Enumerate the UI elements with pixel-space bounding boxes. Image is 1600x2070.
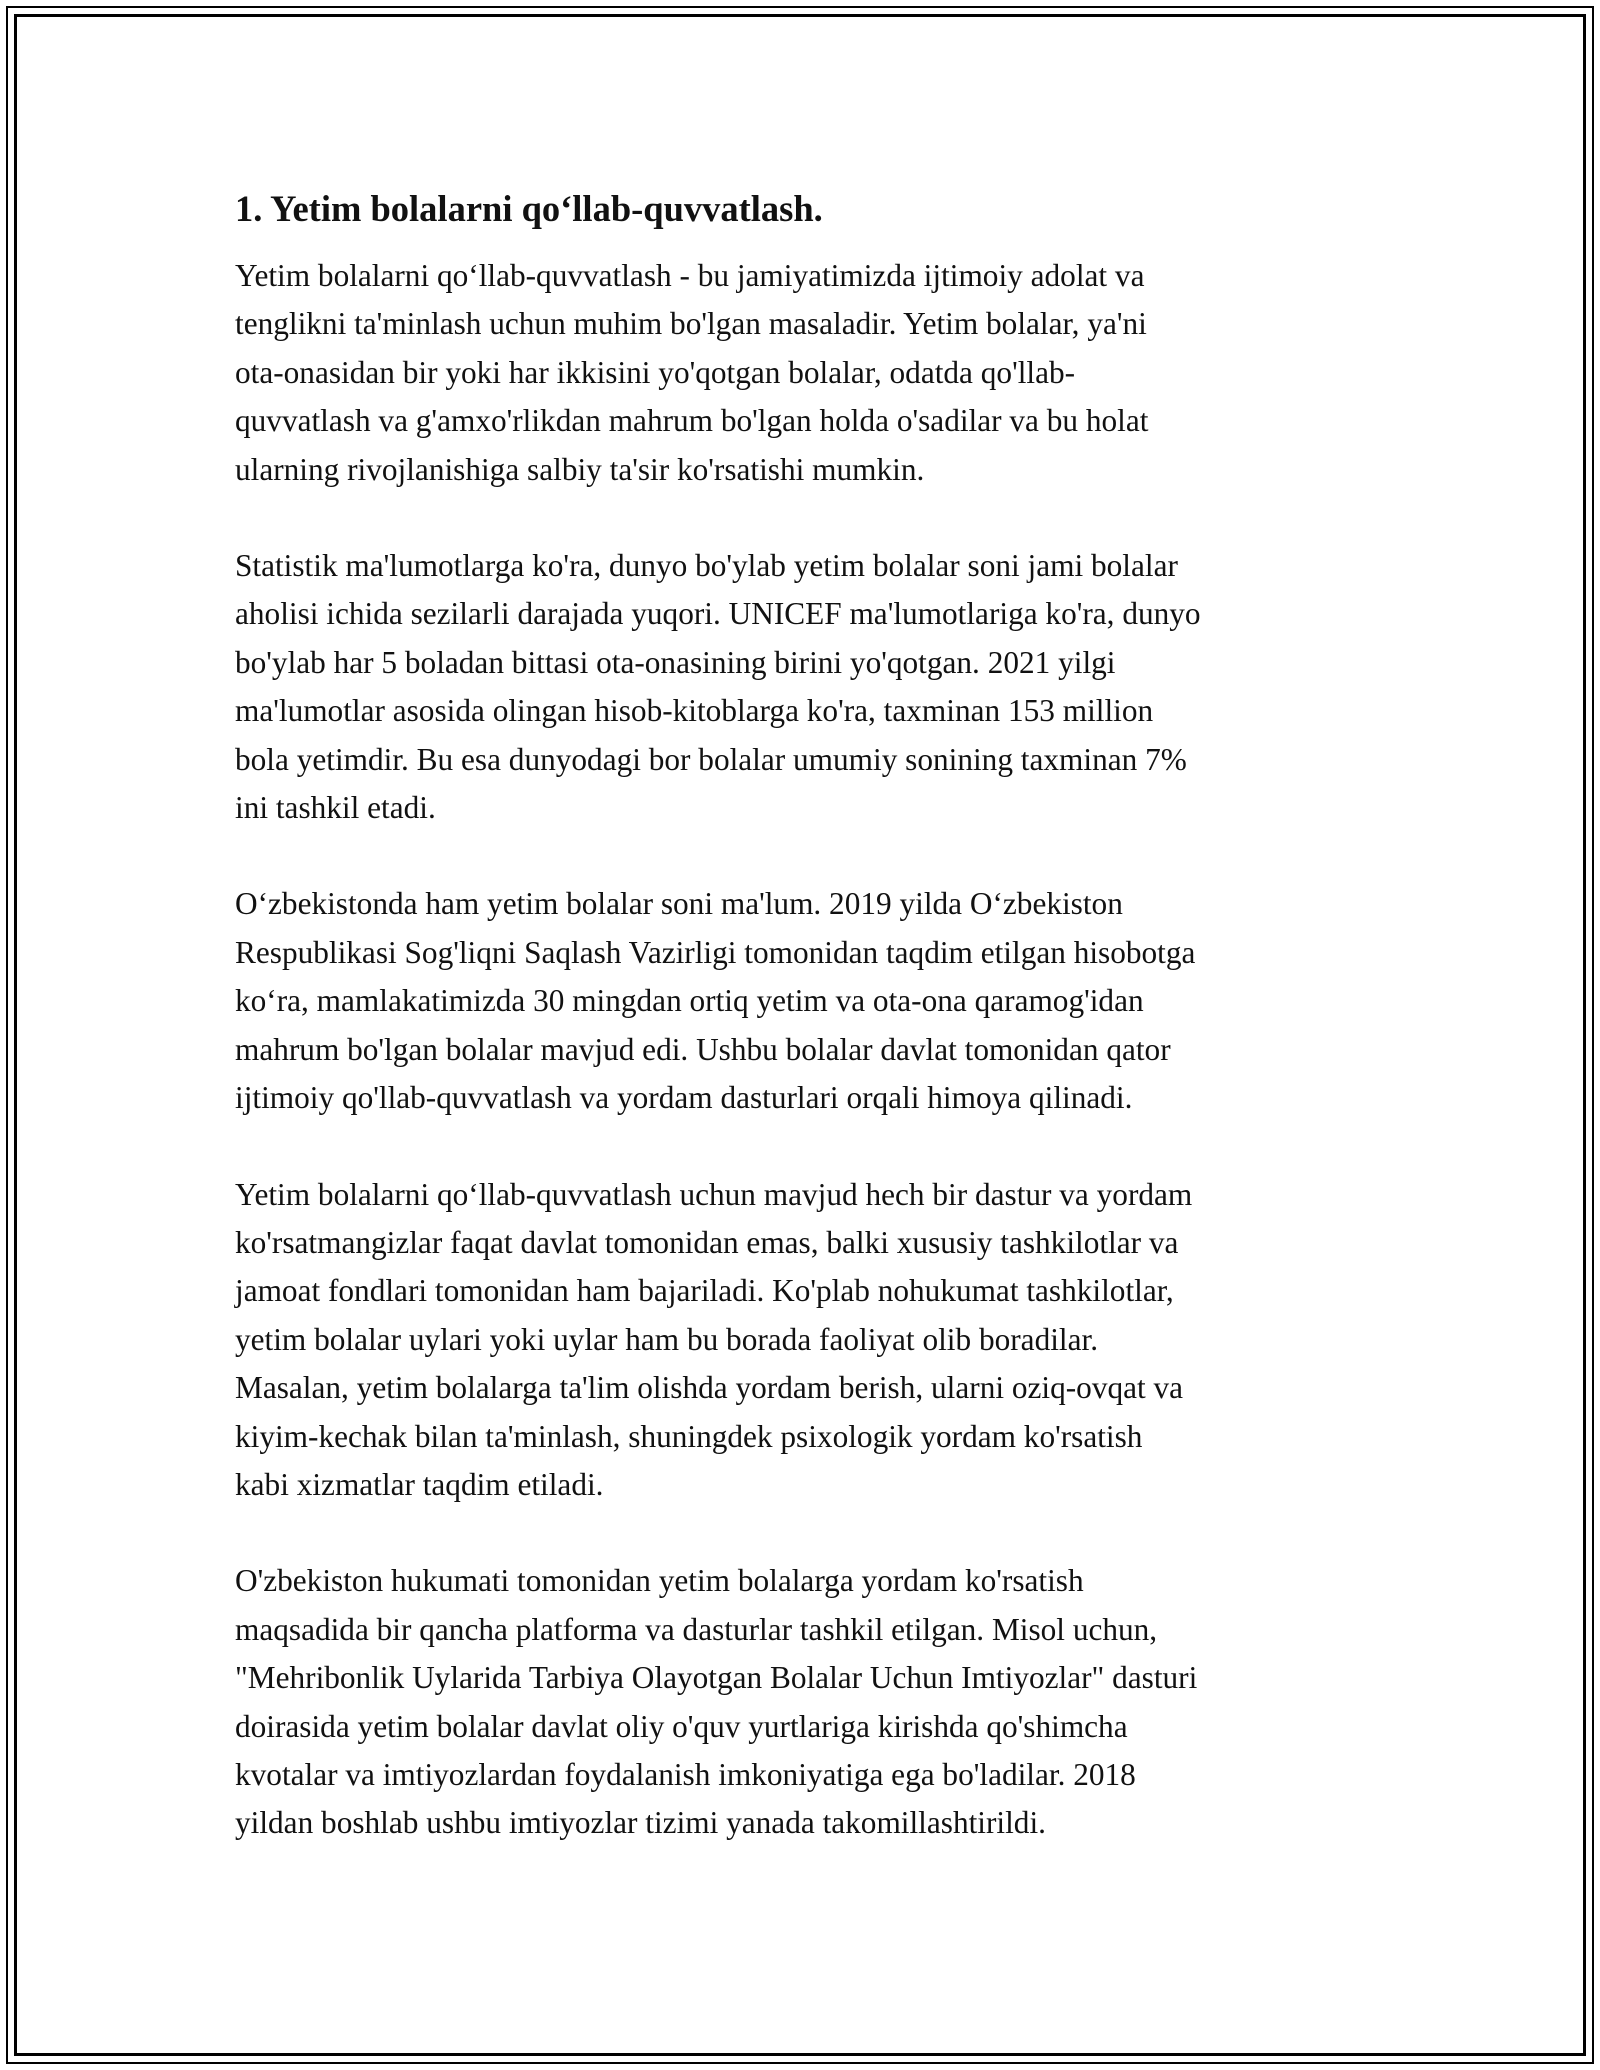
text-line: Yetim bolalarni qo‘llab-quvvatlash - bu jamiyatimizda ijtimoiy adolat va	[235, 258, 1145, 293]
text-line: ijtimoiy qo'llab-quvvatlash va yordam dasturlari orqali himoya qilinadi.	[235, 1080, 1133, 1116]
text-line: yetim bolalar uylari yoki uylar ham bu borada faoliyat olib boradilar.	[235, 1321, 1099, 1357]
text-line: kabi xizmatlar taqdim etiladi.	[235, 1466, 604, 1502]
text-line: quvvatlash va g'amxo'rlikdan mahrum bo'lgan holda o'sadilar va bu holat	[235, 403, 1149, 439]
text-line: ini tashkil etadi.	[235, 790, 436, 826]
section-heading: 1. Yetim bolalarni qo‘llab-quvvatlash.	[235, 188, 823, 229]
text-line: kiyim-kechak bilan ta'minlash, shuningdek psixologik yordam ko'rsatish	[235, 1418, 1143, 1454]
paragraph-uzbekistan	[235, 880, 1375, 1122]
text-line: ularning rivojlanishiga salbiy ta'sir ko'rsatishi mumkin.	[235, 451, 925, 487]
text-line: maqsadida bir qancha platforma va dasturlar tashkil etilgan. Misol uchun,	[235, 1611, 1158, 1647]
text-line: "Mehribonlik Uylarida Tarbiya Olayotgan Bolalar Uchun Imtiyozlar" dasturi	[235, 1660, 1198, 1696]
text-line: tenglikni ta'minlash uchun muhim bo'lgan masaladir. Yetim bolalar, ya'ni	[235, 306, 1147, 342]
text-line: ma'lumotlar asosida olingan hisob-kitoblarga ko'ra, taxminan 153 million	[235, 693, 1154, 729]
text-line: aholisi ichida sezilarli darajada yuqori. UNICEF ma'lumotlariga ko'ra, dunyo	[235, 596, 1201, 632]
text-line: mahrum bo'lgan bolalar mavjud edi. Ushbu bolalar davlat tomonidan qator	[235, 1031, 1171, 1067]
document-page	[235, 186, 1375, 1896]
text-line: ko‘ra, mamlakatimizda 30 mingdan ortiq yetim va ota-ona qaramog'idan	[235, 983, 1144, 1019]
text-line: O'zbekiston hukumati tomonidan yetim bolalarga yordam ko'rsatish	[235, 1563, 1084, 1599]
paragraph-government	[235, 1557, 1375, 1847]
text-line: ko'rsatmangizlar faqat davlat tomonidan emas, balki xususiy tashkilotlar va	[235, 1224, 1179, 1260]
text-line: jamoat fondlari tomonidan ham bajariladi. Ko'plab nohukumat tashkilotlar,	[235, 1273, 1174, 1309]
text-line: yildan boshlab ushbu imtiyozlar tizimi yanada takomillashtirildi.	[235, 1805, 1046, 1841]
paragraph-statistics	[235, 542, 1375, 832]
text-line: bola yetimdir. Bu esa dunyodagi bor bolalar umumiy sonining taxminan 7%	[235, 741, 1187, 777]
text-line: Statistik ma'lumotlarga ko'ra, dunyo bo'ylab yetim bolalar soni jami bolalar	[235, 548, 1178, 584]
text-line: Yetim bolalarni qo‘llab-quvvatlash uchun mavjud hech bir dastur va yordam	[235, 1176, 1193, 1212]
text-line: ota-onasidan bir yoki har ikkisini yo'qotgan bolalar, odatda qo'llab-	[235, 354, 1076, 390]
paragraph-support-programs	[235, 1171, 1375, 1510]
text-line: Respublikasi Sog'liqni Saqlash Vazirligi tomonidan taqdim etilgan hisobotga	[235, 934, 1196, 970]
text-line: doirasida yetim bolalar davlat oliy o'quv yurtlariga kirishda qo'shimcha	[235, 1708, 1128, 1744]
text-line: kvotalar va imtiyozlardan foydalanish imkoniyatiga ega bo'ladilar. 2018	[235, 1756, 1136, 1792]
paragraph-intro	[235, 252, 1375, 494]
text-line: O‘zbekistonda ham yetim bolalar soni ma'lum. 2019 yilda O‘zbekiston	[235, 886, 1123, 922]
text-line: Masalan, yetim bolalarga ta'lim olishda yordam berish, ularni oziq-ovqat va	[235, 1370, 1184, 1406]
text-line: bo'ylab har 5 boladan bittasi ota-onasining birini yo'qotgan. 2021 yilgi	[235, 644, 1116, 680]
